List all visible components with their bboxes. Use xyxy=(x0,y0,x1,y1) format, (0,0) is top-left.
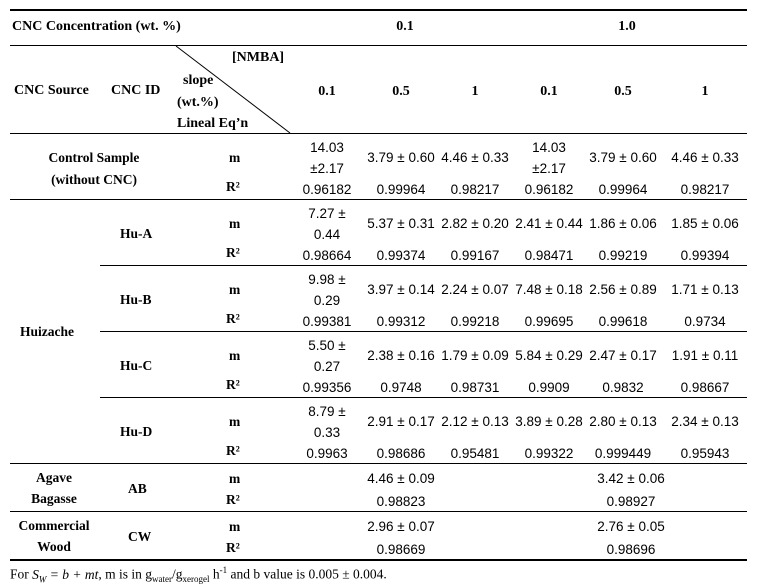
hu-b-m-4: 7.48 ± 0.18 xyxy=(515,282,583,297)
hu-d-r2-label: R² xyxy=(226,443,240,458)
footnote-unit-sup: -1 xyxy=(219,565,228,575)
agave-m-low: 4.46 ± 0.09 xyxy=(367,471,435,486)
control-bottom-rule xyxy=(10,199,747,200)
nmba-value-5: 0.5 xyxy=(614,84,632,99)
control-r2-2: 0.99964 xyxy=(376,182,426,197)
hu-d-m-label: m xyxy=(229,414,241,429)
hu-d-m-4: 3.89 ± 0.28 xyxy=(515,414,583,429)
wood-m-low: 2.96 ± 0.07 xyxy=(367,519,435,534)
footnote-water: water xyxy=(152,574,173,585)
footnote-tail: and b value is 0.005 ± 0.004. xyxy=(227,566,387,582)
agave-id: AB xyxy=(128,481,147,496)
hu-c-m-1-line2: 0.27 xyxy=(313,359,341,374)
hu-d-m-2: 2.91 ± 0.17 xyxy=(367,414,435,429)
nmba-value-3: 1 xyxy=(471,84,479,99)
wood-source-line1: Commercial xyxy=(18,518,90,533)
footnote-xerogel: xerogel xyxy=(182,574,210,585)
hu-a-r2-1: 0.98664 xyxy=(302,248,352,263)
hu-c-bottom-rule xyxy=(100,397,747,398)
control-m-5: 3.79 ± 0.60 xyxy=(589,150,657,165)
wood-m-high: 2.76 ± 0.05 xyxy=(597,519,665,534)
hu-a-m-label: m xyxy=(229,216,241,231)
agave-r2-label: R² xyxy=(226,492,240,507)
control-r2-label: R² xyxy=(226,179,240,194)
agave-bottom-rule xyxy=(10,511,747,512)
footnote-prefix: For xyxy=(10,566,29,582)
hu-b-r2-1: 0.99381 xyxy=(302,314,352,329)
hu-d-m-1-line1: 8.79 ± xyxy=(308,404,346,419)
lineal-eq-label: Lineal Eq’n xyxy=(177,116,249,131)
hu-b-id: Hu-B xyxy=(120,292,152,307)
hu-c-m-3: 1.79 ± 0.09 xyxy=(441,348,509,363)
footnote-eq-rest: = b + mt xyxy=(46,566,99,582)
hu-a-bottom-rule xyxy=(100,265,747,266)
hu-b-bottom-rule xyxy=(100,331,747,332)
control-m-4-line1: 14.03 xyxy=(532,140,566,155)
hu-d-r2-4: 0.99322 xyxy=(524,446,574,461)
hu-d-id: Hu-D xyxy=(120,424,153,439)
footnote-eq-sw-sub: W xyxy=(38,574,47,585)
slope-label: slope xyxy=(183,73,214,88)
agave-m-high: 3.42 ± 0.06 xyxy=(597,471,665,486)
hu-a-m-1-line1: 7.27 ± xyxy=(308,206,346,221)
hu-c-m-4: 5.84 ± 0.29 xyxy=(515,348,583,363)
control-m-1-line2: ±2.17 xyxy=(310,161,344,176)
control-m-6: 4.46 ± 0.33 xyxy=(671,150,739,165)
agave-source-line1: Agave xyxy=(36,470,72,485)
control-m-4-line2: ±2.17 xyxy=(532,161,566,176)
hu-a-r2-5: 0.99219 xyxy=(598,248,648,263)
agave-r2-high: 0.98927 xyxy=(606,494,656,509)
hu-b-m-3: 2.24 ± 0.07 xyxy=(441,282,509,297)
control-m-2: 3.79 ± 0.60 xyxy=(367,150,435,165)
hu-c-r2-6: 0.98667 xyxy=(680,380,730,395)
hu-b-r2-5: 0.99618 xyxy=(598,314,648,329)
hu-b-r2-label: R² xyxy=(226,311,240,326)
nmba-value-2: 0.5 xyxy=(392,84,410,99)
nmba-value-4: 0.1 xyxy=(540,84,558,99)
table-bottom-rule xyxy=(10,559,747,561)
hu-b-m-6: 1.71 ± 0.13 xyxy=(671,282,739,297)
concentration-low: 0.1 xyxy=(396,19,414,34)
hu-d-r2-5: 0.999449 xyxy=(594,446,652,461)
footnote-mid: , m is in g xyxy=(98,566,153,582)
hu-b-m-2: 3.97 ± 0.14 xyxy=(367,282,435,297)
hu-c-r2-3: 0.98731 xyxy=(450,380,500,395)
nmba-label: [NMBA] xyxy=(232,50,285,65)
hu-a-m-1-line2: 0.44 xyxy=(313,227,341,242)
hu-d-r2-2: 0.98686 xyxy=(376,446,426,461)
cnc-concentration-label: CNC Concentration (wt. %) xyxy=(12,19,181,34)
slope-unit-label: (wt.%) xyxy=(177,95,219,110)
hu-c-r2-1: 0.99356 xyxy=(302,380,352,395)
hu-d-r2-3: 0.95481 xyxy=(450,446,500,461)
nmba-value-1: 0.1 xyxy=(318,84,336,99)
hu-a-m-6: 1.85 ± 0.06 xyxy=(671,216,739,231)
control-r2-3: 0.98217 xyxy=(450,182,500,197)
hu-b-r2-4: 0.99695 xyxy=(524,314,574,329)
hu-a-m-2: 5.37 ± 0.31 xyxy=(367,216,435,231)
huizache-bottom-rule xyxy=(10,463,747,464)
footnote-unit: h xyxy=(209,566,220,582)
hu-a-id: Hu-A xyxy=(120,226,153,241)
hu-c-m-label: m xyxy=(229,348,241,363)
hu-b-m-label: m xyxy=(229,282,241,297)
hu-c-m-2: 2.38 ± 0.16 xyxy=(367,348,435,363)
hu-a-r2-6: 0.99394 xyxy=(680,248,730,263)
hu-b-r2-3: 0.99218 xyxy=(450,314,500,329)
wood-id: CW xyxy=(128,529,152,544)
hu-d-r2-6: 0.95943 xyxy=(680,446,730,461)
hu-c-r2-4: 0.9909 xyxy=(528,380,570,395)
hu-b-m-1-line1: 9.98 ± xyxy=(308,272,346,287)
footnote-eq-sw: S xyxy=(32,566,39,582)
control-r2-1: 0.96182 xyxy=(302,182,352,197)
control-source-line2: (without CNC) xyxy=(51,172,137,187)
control-r2-6: 0.98217 xyxy=(680,182,730,197)
hu-b-m-5: 2.56 ± 0.89 xyxy=(589,282,657,297)
agave-source-line2: Bagasse xyxy=(31,491,77,506)
wood-r2-high: 0.98696 xyxy=(606,542,656,557)
hu-b-r2-2: 0.99312 xyxy=(376,314,426,329)
hu-c-m-5: 2.47 ± 0.17 xyxy=(589,348,657,363)
agave-r2-low: 0.98823 xyxy=(376,494,426,509)
hu-a-r2-2: 0.99374 xyxy=(376,248,426,263)
cnc-id-header: CNC ID xyxy=(111,83,161,98)
wood-r2-low: 0.98669 xyxy=(376,542,426,557)
control-r2-5: 0.99964 xyxy=(598,182,648,197)
hu-d-m-3: 2.12 ± 0.13 xyxy=(441,414,509,429)
hu-a-m-3: 2.82 ± 0.20 xyxy=(441,216,509,231)
huizache-source: Huizache xyxy=(20,324,74,339)
hu-a-m-5: 1.86 ± 0.06 xyxy=(589,216,657,231)
nmba-value-6: 1 xyxy=(701,84,709,99)
hu-c-m-1-line1: 5.50 ± xyxy=(308,338,346,353)
cnc-source-header: CNC Source xyxy=(14,83,89,98)
hu-c-id: Hu-C xyxy=(120,358,153,373)
hu-d-m-6: 2.34 ± 0.13 xyxy=(671,414,739,429)
hu-c-r2-label: R² xyxy=(226,377,240,392)
hu-a-r2-3: 0.99167 xyxy=(450,248,500,263)
hu-d-m-1-line2: 0.33 xyxy=(313,425,341,440)
wood-r2-label: R² xyxy=(226,540,240,555)
hu-d-r2-1: 0.9963 xyxy=(306,446,348,461)
control-m-label: m xyxy=(229,150,241,165)
footnote-slash: /g xyxy=(172,566,183,582)
hu-b-m-1-line2: 0.29 xyxy=(313,293,341,308)
wood-m-label: m xyxy=(229,519,241,534)
hu-d-m-5: 2.80 ± 0.13 xyxy=(589,414,657,429)
control-r2-4: 0.96182 xyxy=(524,182,574,197)
concentration-high: 1.0 xyxy=(618,19,636,34)
hu-a-m-4: 2.41 ± 0.44 xyxy=(515,216,583,231)
hu-a-r2-label: R² xyxy=(226,245,240,260)
control-m-3: 4.46 ± 0.33 xyxy=(441,150,509,165)
hu-c-r2-2: 0.9748 xyxy=(380,380,422,395)
hu-c-m-6: 1.91 ± 0.11 xyxy=(671,348,739,363)
table-footnote xyxy=(10,566,387,584)
hu-c-r2-5: 0.9832 xyxy=(602,380,644,395)
control-source-line1: Control Sample xyxy=(48,150,140,165)
hu-b-r2-6: 0.9734 xyxy=(684,314,726,329)
wood-source-line2: Wood xyxy=(37,539,71,554)
agave-m-label: m xyxy=(229,471,241,486)
hu-a-r2-4: 0.98471 xyxy=(524,248,574,263)
control-m-1-line1: 14.03 xyxy=(310,140,344,155)
